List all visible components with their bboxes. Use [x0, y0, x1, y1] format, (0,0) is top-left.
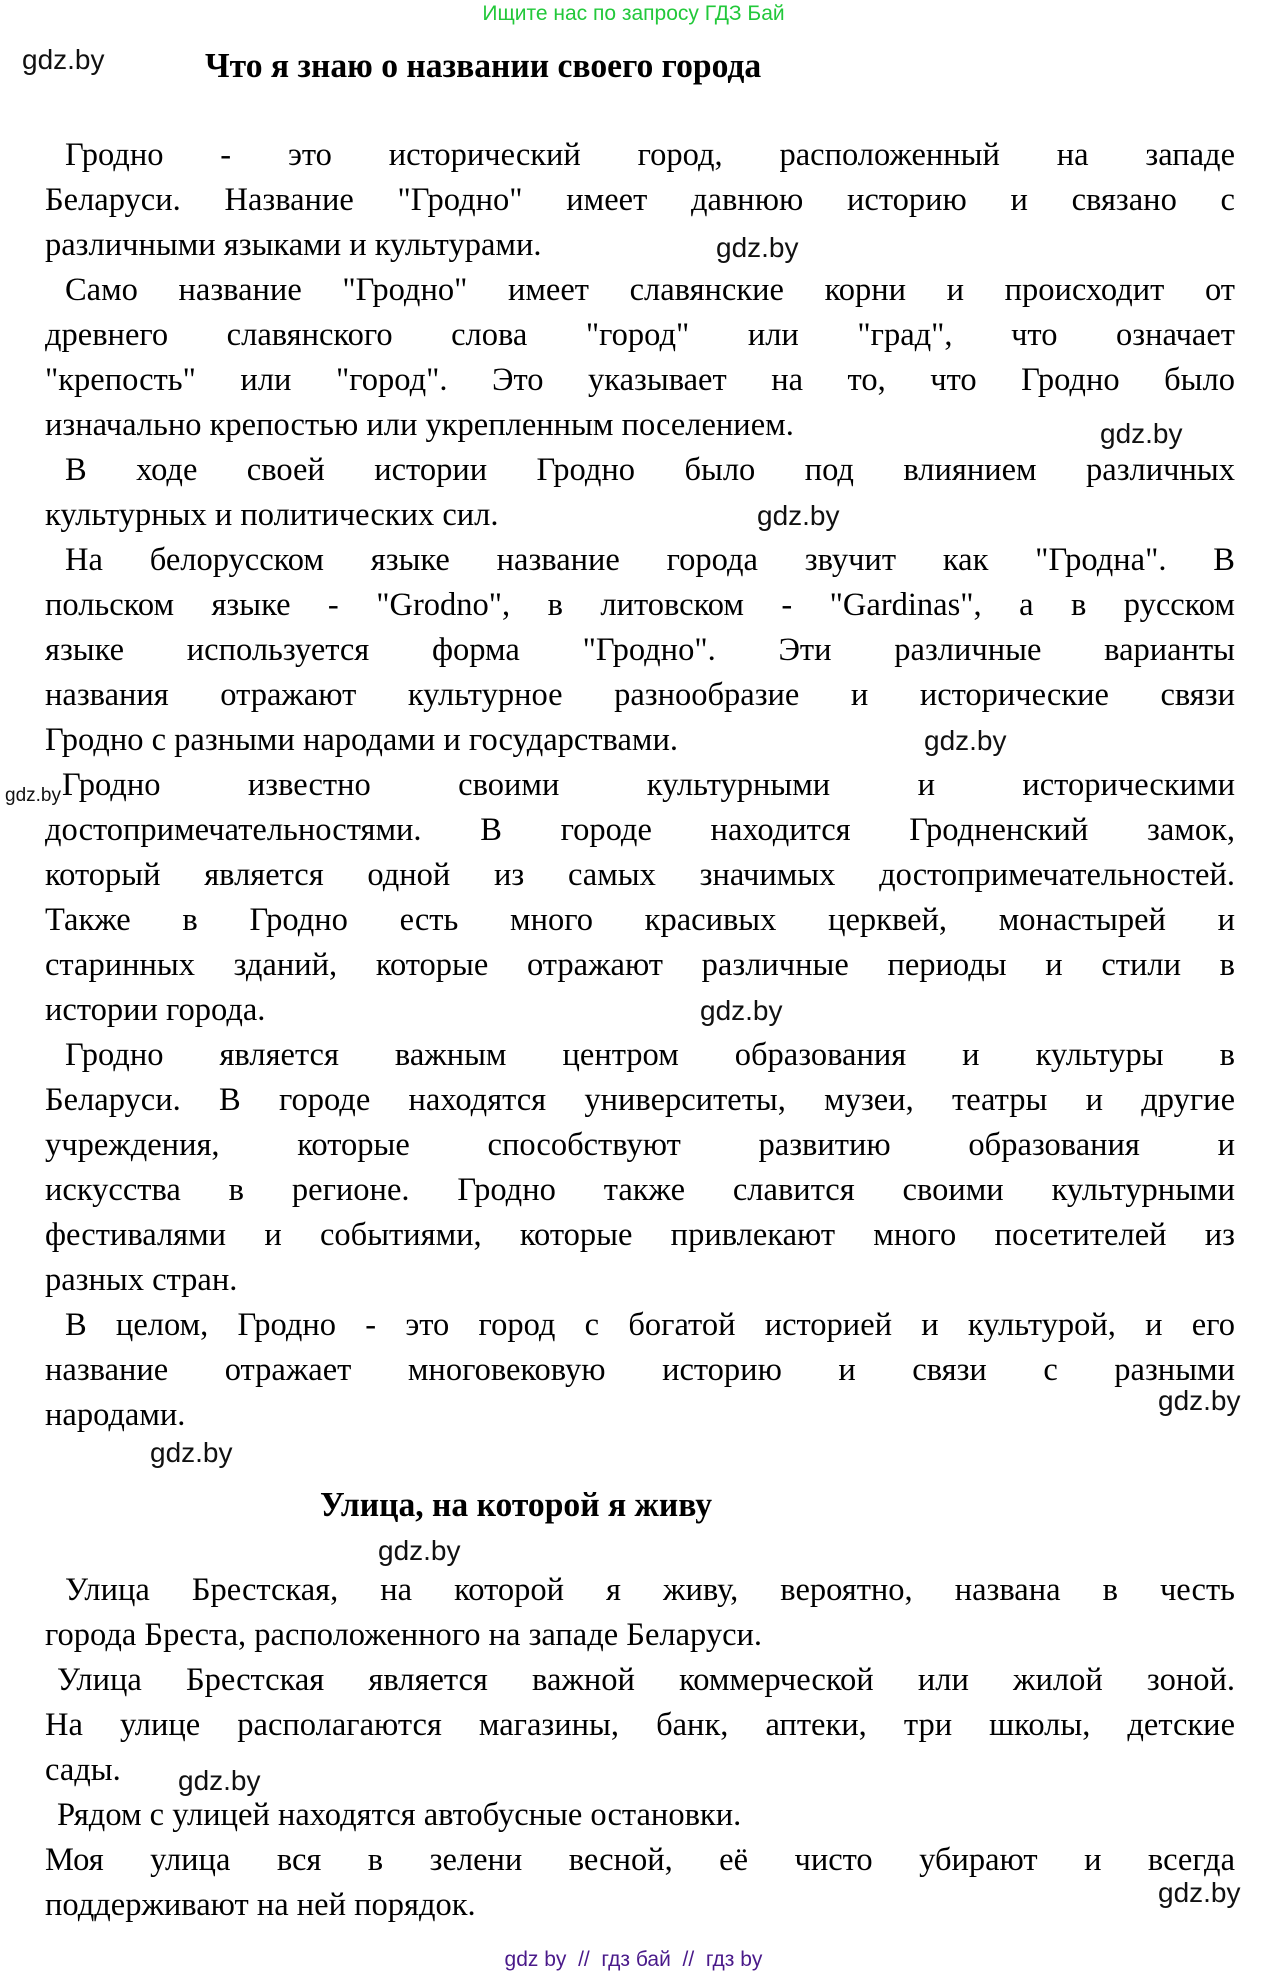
watermark: gdz.by	[1158, 1385, 1241, 1416]
watermark: gdz.by	[700, 995, 783, 1026]
paragraph-line: Рядом с улицей находятся автобусные остановки.	[57, 1797, 742, 1833]
paragraph-line: Гродно с разными народами и государствами.	[45, 722, 678, 758]
paragraph-line: Также в Гродно есть много красивых церквей, монастырей и	[45, 902, 1235, 938]
paragraph-line: языке используется форма "Гродно". Эти различные варианты	[45, 632, 1235, 668]
paragraph-line: достопримечательностями. В городе находится Гродненский замок,	[45, 812, 1235, 848]
paragraph-line: На улице располагаются магазины, банк, аптеки, три школы, детские	[45, 1707, 1235, 1743]
promo-header: Ищите нас по запросу ГДЗ Бай	[482, 2, 785, 25]
paragraph-line: Гродно является важным центром образования и культуры в	[65, 1037, 1235, 1073]
paragraph-line: разных стран.	[45, 1262, 238, 1298]
paragraph-line: "крепость" или "город". Это указывает на то, что Гродно было	[45, 362, 1235, 398]
watermark: gdz.by	[378, 1535, 461, 1566]
section-title-city-name: Что я знаю о названии своего города	[205, 46, 762, 85]
watermark: gdz.by	[924, 725, 1007, 756]
paragraph-line: истории города.	[45, 992, 266, 1028]
paragraph-line: Само название "Гродно" имеет славянские корни и происходит от	[65, 272, 1235, 308]
paragraph-line: Моя улица вся в зелени весной, её чисто убирают и всегда	[45, 1842, 1235, 1878]
paragraph-line: названия отражают культурное разнообразие и исторические связи	[45, 677, 1235, 713]
paragraph-line: искусства в регионе. Гродно также славится своими культурными	[45, 1172, 1235, 1208]
paragraph-line: Беларуси. В городе находятся университеты, музеи, театры и другие	[45, 1082, 1235, 1118]
paragraph-line: название отражает многовековую историю и связи с разными	[45, 1352, 1235, 1388]
watermark: gdz.by	[716, 232, 799, 263]
paragraph-line: польском языке - "Grodno", в литовском - "Gardinas", а в русском	[45, 587, 1235, 623]
paragraph-line: города Бреста, расположенного на западе Беларуси.	[45, 1617, 763, 1653]
paragraph-line: На белорусском языке название города звучит как "Гродна". В	[65, 542, 1235, 578]
watermark: gdz.by	[22, 44, 105, 75]
paragraph-line: сады.	[45, 1752, 121, 1788]
paragraph-line: Беларуси. Название "Гродно" имеет давнюю историю и связано с	[45, 182, 1235, 218]
paragraph-line: учреждения, которые способствуют развитию образования и	[45, 1127, 1235, 1163]
footer-links: gdz by // гдз бай // гдз by	[504, 1948, 763, 1971]
paragraph-line: изначально крепостью или укрепленным поселением.	[45, 407, 794, 443]
paragraph-line: В ходе своей истории Гродно было под влиянием различных	[65, 452, 1235, 488]
paragraph-line: различными языками и культурами.	[45, 227, 542, 263]
section-title-street: Улица, на которой я живу	[320, 1485, 713, 1524]
watermark: gdz.by	[178, 1765, 261, 1796]
paragraph-line: Гродно - это исторический город, расположенный на западе	[65, 137, 1235, 173]
watermark: gdz.by	[757, 500, 840, 531]
watermark: gdz.by	[5, 785, 61, 806]
paragraph-line: фестивалями и событиями, которые привлекают много посетителей из	[45, 1217, 1235, 1253]
watermark: gdz.by	[1158, 1877, 1241, 1908]
paragraph-line: народами.	[45, 1397, 186, 1433]
paragraph-line: Гродно известно своими культурными и историческими	[62, 767, 1235, 803]
paragraph-line: Улица Брестская является важной коммерческой или жилой зоной.	[57, 1662, 1235, 1698]
watermark: gdz.by	[1100, 418, 1183, 449]
watermark: gdz.by	[150, 1437, 233, 1468]
paragraph-line: Улица Брестская, на которой я живу, вероятно, названа в честь	[65, 1572, 1235, 1608]
paragraph-line: культурных и политических сил.	[45, 497, 499, 533]
paragraph-line: старинных зданий, которые отражают различные периоды и стили в	[45, 947, 1235, 983]
paragraph-line: древнего славянского слова "город" или "град", что означает	[45, 317, 1235, 353]
paragraph-line: В целом, Гродно - это город с богатой историей и культурой, и его	[65, 1307, 1235, 1343]
paragraph-line: поддерживают на ней порядок.	[45, 1887, 476, 1923]
paragraph-line: который является одной из самых значимых достопримечательностей.	[45, 857, 1235, 893]
